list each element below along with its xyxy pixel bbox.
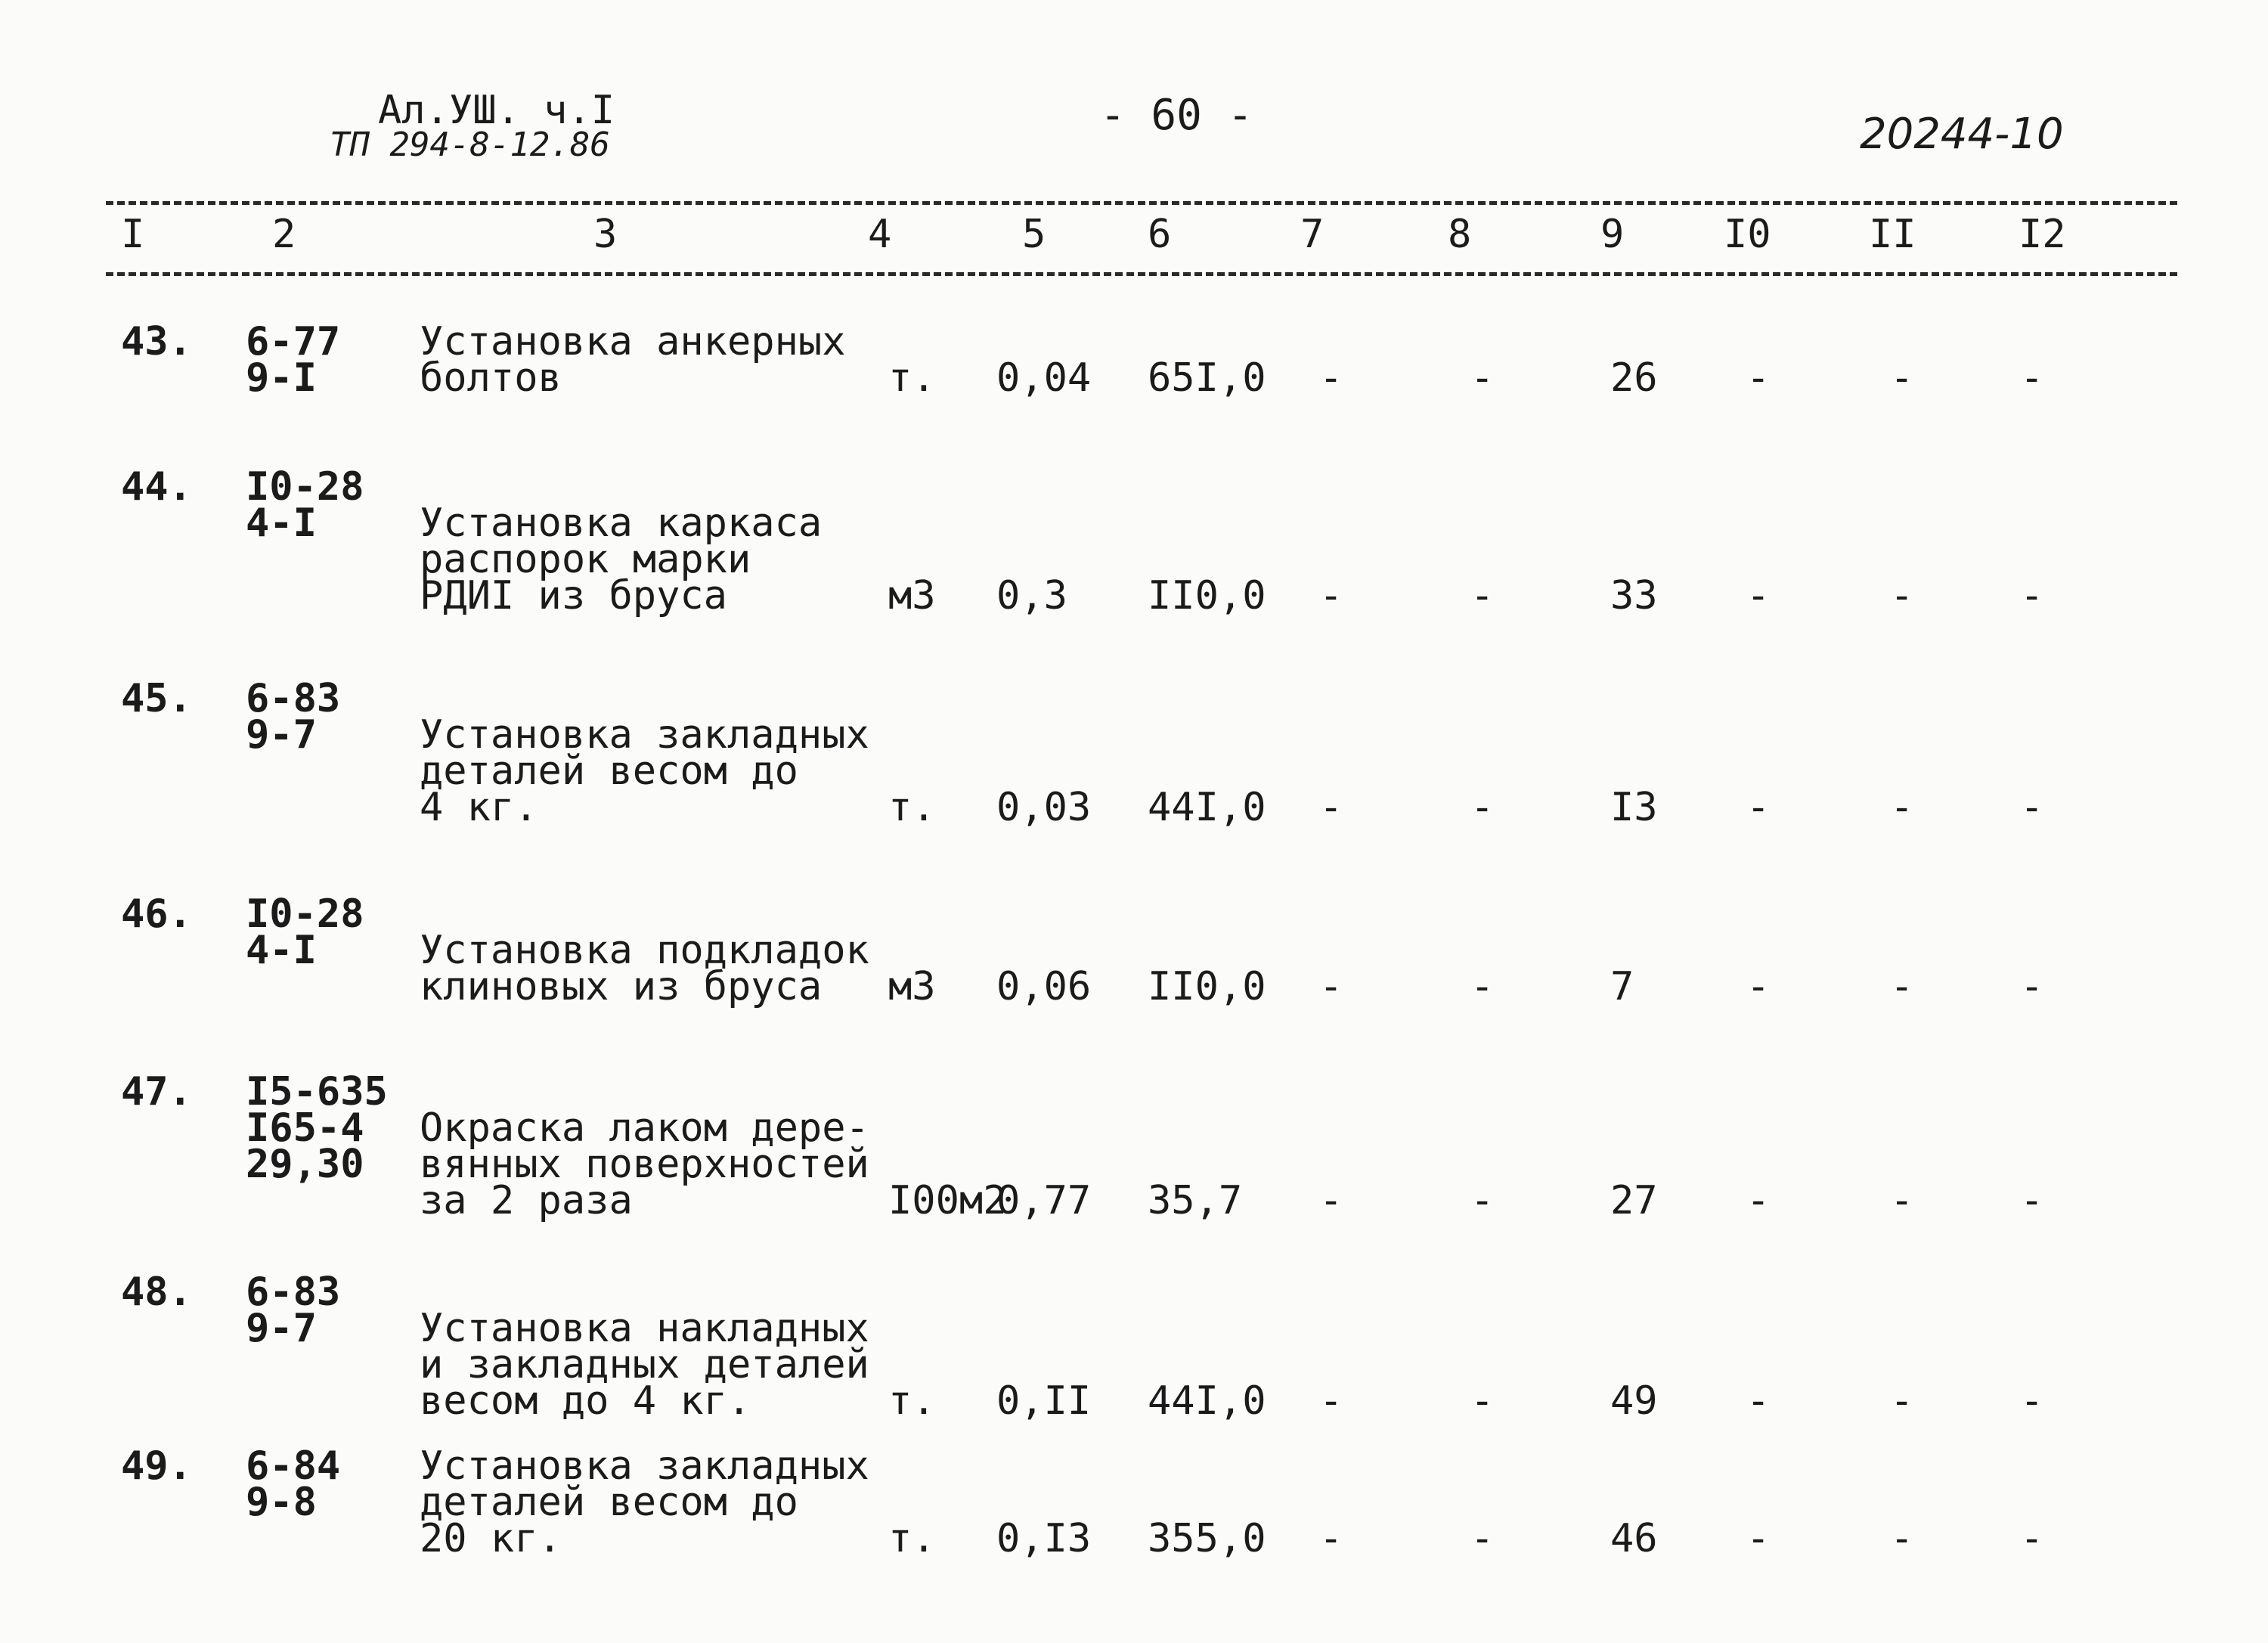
work-description: и закладных деталей xyxy=(420,1342,869,1387)
quantity: 0,06 xyxy=(996,964,1092,1009)
column-7-value: - xyxy=(1319,964,1343,1009)
work-description: 4 кг. xyxy=(420,785,538,830)
work-description: весом до 4 кг. xyxy=(420,1378,751,1424)
column-9-value: 33 xyxy=(1610,573,1658,618)
work-description: болтов xyxy=(420,355,562,401)
column-header-12: I2 xyxy=(2019,212,2066,257)
column-11-value: - xyxy=(1890,785,1914,830)
document-code: 20244-10 xyxy=(1860,110,2064,159)
norm-code: 9-7 xyxy=(246,1306,317,1351)
norm-code: 9-I xyxy=(246,355,317,401)
column-header-2: 2 xyxy=(272,212,296,257)
column-9-value: 27 xyxy=(1610,1178,1658,1223)
unit: м3 xyxy=(888,573,936,618)
quantity: 0,I3 xyxy=(996,1516,1092,1561)
column-7-value: - xyxy=(1319,355,1343,401)
column-10-value: - xyxy=(1746,1516,1771,1561)
row-number: 47. xyxy=(121,1069,192,1114)
column-11-value: - xyxy=(1890,1516,1914,1561)
work-description: вянных поверхностей xyxy=(420,1142,869,1187)
column-header-8: 8 xyxy=(1448,212,1472,257)
row-number: 48. xyxy=(121,1269,192,1315)
quantity: 0,04 xyxy=(996,355,1092,401)
column-header-7: 7 xyxy=(1300,212,1325,257)
column-9-value: 49 xyxy=(1610,1378,1658,1424)
unit-price: II0,0 xyxy=(1148,964,1266,1009)
column-11-value: - xyxy=(1890,1178,1914,1223)
column-header-1: I xyxy=(121,212,145,257)
work-description: Установка подкладок xyxy=(420,928,869,973)
unit: I00м2 xyxy=(888,1178,1007,1223)
work-description: РДИI из бруса xyxy=(420,573,727,618)
unit-price: 44I,0 xyxy=(1148,1378,1266,1424)
quantity: 0,3 xyxy=(996,573,1067,618)
column-header-9: 9 xyxy=(1600,212,1625,257)
page-number: - 60 - xyxy=(1100,91,1253,140)
work-description: Установка накладных xyxy=(420,1306,869,1351)
column-7-value: - xyxy=(1319,1378,1343,1424)
work-description: распорок марки xyxy=(420,537,751,582)
norm-code: I5-635 xyxy=(246,1069,388,1114)
norm-code: I0-28 xyxy=(246,464,364,510)
row-number: 44. xyxy=(121,464,192,510)
work-description: Установка закладных xyxy=(420,712,869,758)
column-12-value: - xyxy=(2020,1178,2044,1223)
norm-code: I65-4 xyxy=(246,1105,364,1151)
column-header-6: 6 xyxy=(1148,212,1172,257)
column-11-value: - xyxy=(1890,1378,1914,1424)
work-description: за 2 раза xyxy=(420,1178,633,1223)
norm-code: 4-I xyxy=(246,928,317,973)
table-top-rule xyxy=(106,201,2177,205)
work-description: деталей весом до xyxy=(420,1480,798,1525)
column-8-value: - xyxy=(1470,785,1495,830)
column-10-value: - xyxy=(1746,573,1771,618)
unit: т. xyxy=(888,1378,936,1424)
norm-code: 4-I xyxy=(246,501,317,546)
column-8-value: - xyxy=(1470,1378,1495,1424)
column-header-11: II xyxy=(1869,212,1916,257)
column-header-3: 3 xyxy=(593,212,618,257)
column-header-10: I0 xyxy=(1724,212,1771,257)
work-description: деталей весом до xyxy=(420,749,798,794)
norm-code: 6-83 xyxy=(246,676,341,721)
column-12-value: - xyxy=(2020,785,2044,830)
work-description: Установка анкерных xyxy=(420,319,846,364)
work-description: 20 кг. xyxy=(420,1516,562,1561)
norm-code: 6-77 xyxy=(246,319,341,364)
column-12-value: - xyxy=(2020,1516,2044,1561)
column-8-value: - xyxy=(1470,573,1495,618)
column-7-value: - xyxy=(1319,573,1343,618)
unit: т. xyxy=(888,1516,936,1561)
unit-price: II0,0 xyxy=(1148,573,1266,618)
column-10-value: - xyxy=(1746,1378,1771,1424)
column-10-value: - xyxy=(1746,785,1771,830)
row-number: 49. xyxy=(121,1443,192,1489)
row-number: 43. xyxy=(121,319,192,364)
unit: м3 xyxy=(888,964,936,1009)
row-number: 45. xyxy=(121,676,192,721)
work-description: Установка закладных xyxy=(420,1443,869,1489)
column-header-4: 4 xyxy=(868,212,892,257)
quantity: 0,II xyxy=(996,1378,1092,1424)
unit: т. xyxy=(888,355,936,401)
column-12-value: - xyxy=(2020,355,2044,401)
column-11-value: - xyxy=(1890,964,1914,1009)
column-8-value: - xyxy=(1470,964,1495,1009)
document-reference: Ал.УШ. ч.I xyxy=(378,88,615,133)
column-11-value: - xyxy=(1890,355,1914,401)
norm-code: 29,30 xyxy=(246,1142,364,1187)
column-9-value: 26 xyxy=(1610,355,1658,401)
quantity: 0,77 xyxy=(996,1178,1092,1223)
column-8-value: - xyxy=(1470,1516,1495,1561)
norm-code: 9-8 xyxy=(246,1480,317,1525)
unit-price: 35,7 xyxy=(1148,1178,1243,1223)
project-number: ТП 294-8-12.86 xyxy=(330,126,610,164)
column-9-value: I3 xyxy=(1610,785,1658,830)
column-10-value: - xyxy=(1746,355,1771,401)
column-7-value: - xyxy=(1319,785,1343,830)
unit: т. xyxy=(888,785,936,830)
column-8-value: - xyxy=(1470,355,1495,401)
column-7-value: - xyxy=(1319,1178,1343,1223)
column-12-value: - xyxy=(2020,1378,2044,1424)
work-description: клиновых из бруса xyxy=(420,964,823,1009)
column-10-value: - xyxy=(1746,1178,1771,1223)
row-number: 46. xyxy=(121,891,192,937)
column-12-value: - xyxy=(2020,573,2044,618)
column-9-value: 46 xyxy=(1610,1516,1658,1561)
table-header-rule xyxy=(106,272,2177,276)
unit-price: 355,0 xyxy=(1148,1516,1266,1561)
work-description: Окраска лаком дере- xyxy=(420,1105,869,1151)
work-description: Установка каркаса xyxy=(420,501,823,546)
unit-price: 65I,0 xyxy=(1148,355,1266,401)
norm-code: 6-84 xyxy=(246,1443,341,1489)
column-11-value: - xyxy=(1890,573,1914,618)
norm-code: 6-83 xyxy=(246,1269,341,1315)
norm-code: I0-28 xyxy=(246,891,364,937)
column-8-value: - xyxy=(1470,1178,1495,1223)
quantity: 0,03 xyxy=(996,785,1092,830)
column-header-5: 5 xyxy=(1022,212,1046,257)
column-9-value: 7 xyxy=(1610,964,1634,1009)
unit-price: 44I,0 xyxy=(1148,785,1266,830)
column-10-value: - xyxy=(1746,964,1771,1009)
column-7-value: - xyxy=(1319,1516,1343,1561)
norm-code: 9-7 xyxy=(246,712,317,758)
column-12-value: - xyxy=(2020,964,2044,1009)
